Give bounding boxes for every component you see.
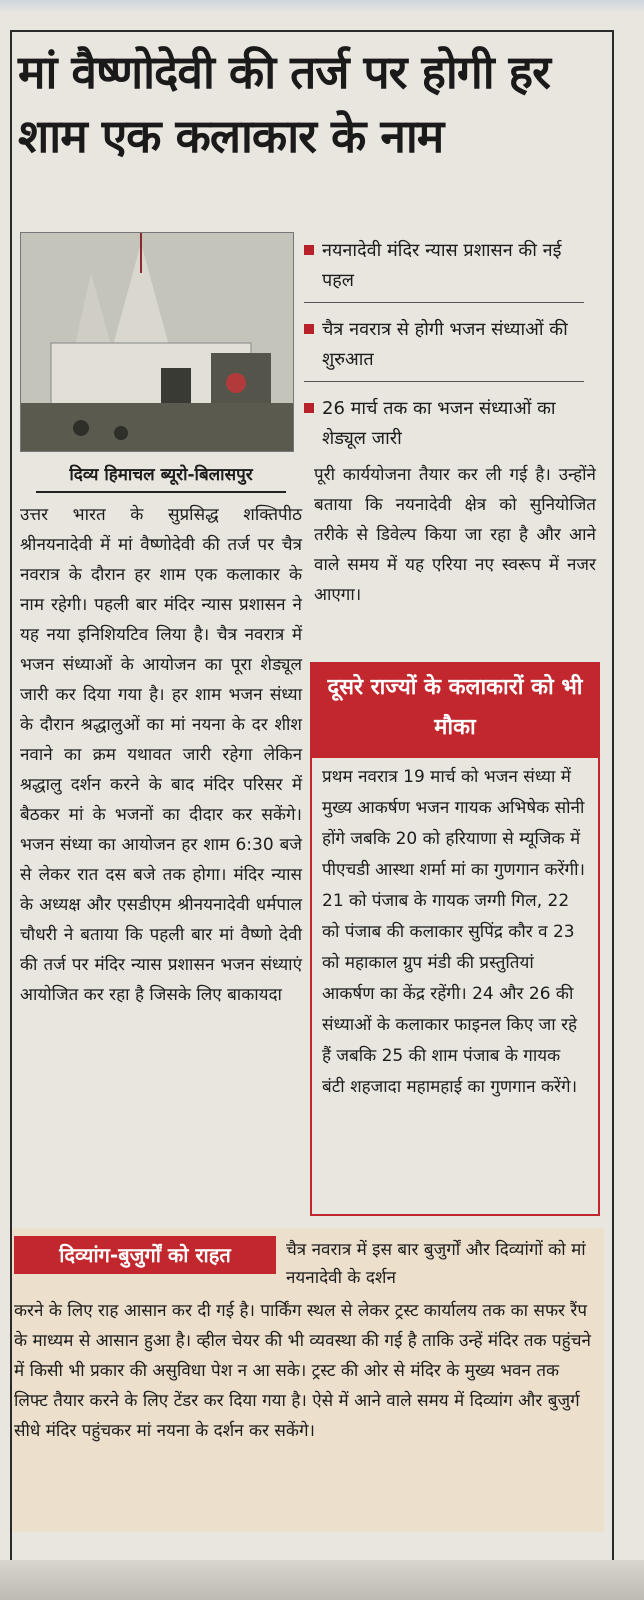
bullet-square-icon (304, 403, 314, 413)
divyang-lead-text: चैत्र नवरात्र में इस बार बुजुर्गों और दिव्यांगों को मां नयनादेवी के दर्शन (286, 1240, 586, 1288)
temple-photo (20, 232, 294, 452)
byline: दिव्य हिमाचल ब्यूरो-बिलासपुर (36, 462, 286, 493)
divyang-label: दिव्यांग-बुजुर्गों को राहत (14, 1236, 276, 1274)
highlights-list (304, 236, 584, 472)
top-edge (0, 0, 644, 12)
body-column-left: उत्तर भारत के सुप्रसिद्ध शक्तिपीठ श्रीनयनादेवी में मां वैष्णोदेवी की तर्ज पर चैत्र नवरात्र के दौरान हर शाम एक कलाकार के नाम रहेगी। पहली बार मंदिर न्यास प्रशासन ने यह नया इनिशियटिव लिया है। चैत्र नवरात्र में भजन संध्याओं के आयोजन का पूरा शेड्यूल जारी कर दिया गया है। हर शाम भजन संध्या के दौरान श्रद्धालुओं का मां नयना के दर शीश नवाने का क्रम यथावत जारी रहेगा लेकिन श्रद्धालु दर्शन करने के बाद मंदिर परिसर में बैठकर मां के भजनों का दीदार कर सकेंगे। भजन संध्या का आयोजन हर शाम 6:30 बजे से लेकर रात दस बजे तक होगा। मंदिर न्यास के अध्यक्ष और एसडीएम श्रीनयनादेवी धर्मपाल चौधरी ने बताया कि पहली बार मां वैष्णो देवी की तर्ज पर मंदिर न्यास प्रशासन भजन संध्याएं आयोजित कर रहा है जिसके लिए बाकायदा (20, 505, 302, 1005)
bullet-square-icon (304, 324, 314, 334)
highlight-item (304, 236, 584, 303)
highlight-text: 26 मार्च तक का भजन संध्याओं का शेड्यूल जारी (322, 398, 556, 449)
box-body: प्रथम नवरात्र 19 मार्च को भजन संध्या में मुख्य आकर्षण भजन गायक अभिषेक सोनी होंगे जबकि 20 को हरियाणा से म्यूजिक में पीएचडी आस्था शर्मा मां का गुणगान करेंगी। 21 को पंजाब के गायक जग्गी गिल, 22 को पंजाब की कलाकार सुपिंद्र कौर व 23 को महाकाल ग्रुप मंडी की प्रस्तुतियां आकर्षण का केंद्र रहेंगी। 24 और 26 की संध्याओं के कलाकार फाइनल किए जा रहे हैं जबकि 25 की शाम पंजाब के गायक बंटी शहजादा महामहाई का गुणगान करेंगे। (310, 756, 600, 1216)
highlight-item (304, 315, 584, 382)
bullet-square-icon (304, 245, 314, 255)
divyang-body-text: करने के लिए राह आसान कर दी गई है। पार्किंग स्थल से लेकर ट्रस्ट कार्यालय तक का सफर रैंप के माध्यम से आसान हुआ है। व्हील चेयर की भी व्यवस्था की गई है ताकि उन्हें मंदिर तक पहुंचने में किसी भी प्रकार की असुविधा पेश न आ सके। ट्रस्ट की ओर से मंदिर के मुख्य भवन तक लिफ्ट तैयार करने के लिए टेंडर कर दिया गया है। ऐसे में आने वाले समय में दिव्यांग और बुजुर्ग सीधे मंदिर पहुंचकर मां नयना के दर्शन कर सकेंगे। (14, 1301, 591, 1441)
body-column-right: पूरी कार्ययोजना तैयार कर ली गई है। उन्होंने बताया कि नयनादेवी क्षेत्र को सुनियोजित तरीके से डिवेल्प किया जा रहा है और आने वाले समय में यह एरिया नए स्वरूप में नजर आएगा। (314, 465, 596, 605)
headline: मां वैष्णोदेवी की तर्ज पर होगी हर शाम एक कलाकार के नाम (18, 45, 550, 163)
bottom-edge (0, 1560, 644, 1600)
box-heading: दूसरे राज्यों के कलाकारों को भी मौका (310, 662, 600, 758)
temple-photo-illustration (21, 233, 293, 451)
highlight-item (304, 394, 584, 460)
highlight-text: नयनादेवी मंदिर न्यास प्रशासन की नई पहल (322, 240, 562, 291)
highlight-text: चैत्र नवरात्र से होगी भजन संध्याओं की शुरुआत (322, 319, 568, 370)
